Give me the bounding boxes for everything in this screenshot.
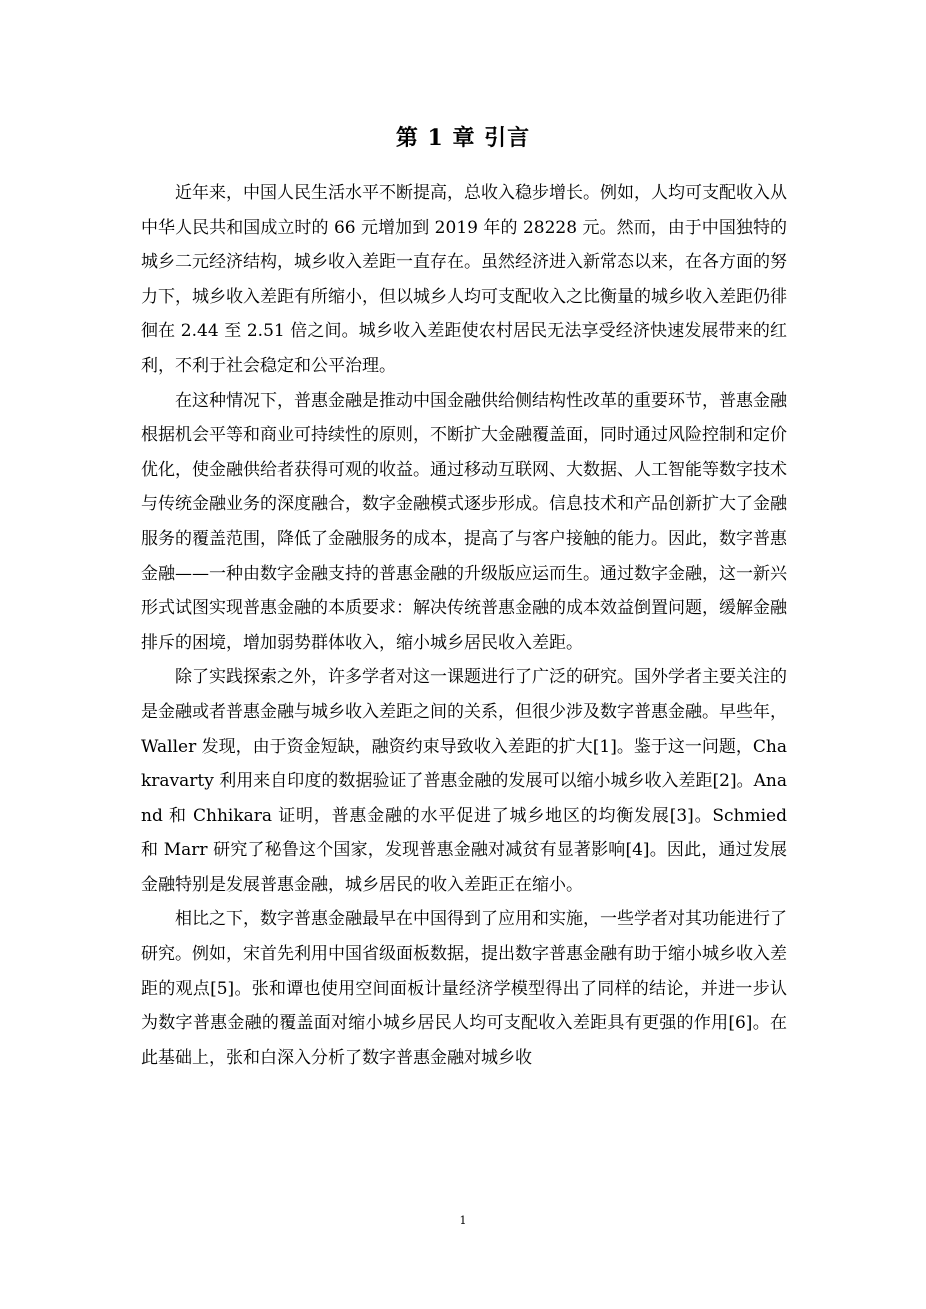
chapter-title: 第 1 章 引言 — [395, 125, 531, 151]
paragraph: 近年来，中国人民生活水平不断提高，总收入稳步增长。例如，人均可支配收入从中华人民共和国成立时的 66 元增加到 2019 年的 28228 元。然而，由于中国独特的城乡二元经济结构，城乡收入差距一直存在。虽然经济进入新常态以来，在各方面的努力下，城乡收入差距有所缩小，但以城乡人均可支配收入之比衡量的城乡收入差距仍徘徊在 2.44 至 2.51 倍之间。城乡收入差距使农村居民无法享受经济快速发展带来的红利，不利于社会稳定和公平治理。 — [141, 183, 787, 376]
paragraph: 相比之下，数字普惠金融最早在中国得到了应用和实施，一些学者对其功能进行了研究。例如，宋首先利用中国省级面板数据，提出数字普惠金融有助于缩小城乡收入差距的观点[5]。张和谭也使用空间面板计量经济学模型得出了同样的结论，并进一步认为数字普惠金融的覆盖面对缩小城乡居民人均可支配收入差距具有更强的作用[6]。在此基础上，张和白深入分析了数字普惠金融对城乡收 — [141, 909, 787, 1068]
paragraph: 除了实践探索之外，许多学者对这一课题进行了广泛的研究。国外学者主要关注的是金融或者普惠金融与城乡收入差距之间的关系，但很少涉及数字普惠金融。早些年，Waller 发现，由于资金短缺，融资约束导致收入差距的扩大[1]。鉴于这一问题，Chakravarty 利用来自印度的数据验证了普惠金融的发展可以缩小城乡收入差距[2]。Anand 和 Chhikara 证明，普惠金融的水平促进了城乡地区的均衡发展[3]。Schmied 和 Marr 研究了秘鲁这个国家，发现普惠金融对减贫有显著影响[4]。因此，通过发展金融特别是发展普惠金融，城乡居民的收入差距正在缩小。 — [141, 667, 787, 895]
paragraph: 在这种情况下，普惠金融是推动中国金融供给侧结构性改革的重要环节，普惠金融根据机会平等和商业可持续性的原则，不断扩大金融覆盖面，同时通过风险控制和定价优化，使金融供给者获得可观的收益。通过移动互联网、大数据、人工智能等数字技术与传统金融业务的深度融合，数字金融模式逐步形成。信息技术和产品创新扩大了金融服务的覆盖范围，降低了金融服务的成本，提高了与客户接触的能力。因此，数字普惠金融——一种由数字金融支持的普惠金融的升级版应运而生。通过数字金融，这一新兴形式试图实现普惠金融的本质要求：解决传统普惠金融的成本效益倒置问题，缓解金融排斥的困境，增加弱势群体收入，缩小城乡居民收入差距。 — [141, 390, 787, 653]
page-number: 1 — [459, 1214, 467, 1227]
body-text — [141, 176, 787, 1075]
